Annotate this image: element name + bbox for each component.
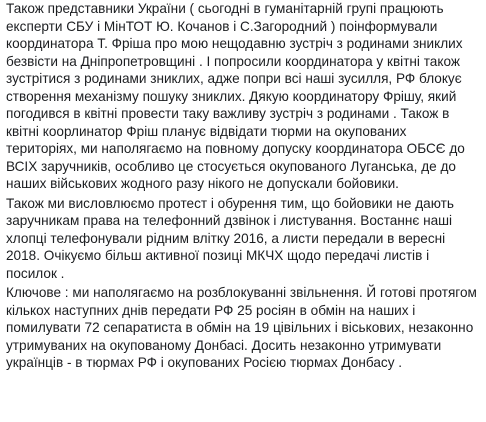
post-paragraph-2: Також ми висловлюємо протест і обурення тим, що бойовики не дають заручникам права на телефонний дзвінок і листування. Востаннє наші хлопці телефонували рідним влітку 2016, а листи передали в вересні 2018. Очікуємо більш активної позиці МКЧХ щодо передачі листів і посилок . (6, 195, 454, 281)
post-paragraph-3: Ключове : ми наполягаємо на розблокуванні звільнення. Й готові протягом кількох наступних днів передати РФ 25 росіян в обмін на наших і помилувати 72 сепаратиста в обмін на 19 цівільних і віськових, незаконно утримуваних на окупованому Донбасі. Досить незаконно утримувати українців - в тюрмах РФ і окупованих Росією тюрмах Донбасу . (6, 285, 477, 370)
post-paragraph-1: Також представники України ( сьогодні в гуманітарній групі працюють експерти СБУ і МінТОТ Ю. Кочанов і С.Загородний ) поінформували координатора Т. Фріша про мою нещодавню зустріч з родинами зниклих безвісти на Дніпропетровщині . І попросили координатора у квітні також зустрітися з родинами зниклих, адже попри всі наші зусилля, РФ блокує створення механізму пошуку зниклих. Дякую координатору Фрішу, який погодився в квітні провести таку важливу зустріч з родинами . Також в квітні коорлинатор Фріш планує відвідати тюрми на окупованих територіях, ми наполягаємо на повному допуску координатора ОБСЄ до ВСІХ заручників, особливо це стосується окупованого Луганська, де до наших військових жодного разу нікого не допускали бойовики. (6, 1, 465, 191)
